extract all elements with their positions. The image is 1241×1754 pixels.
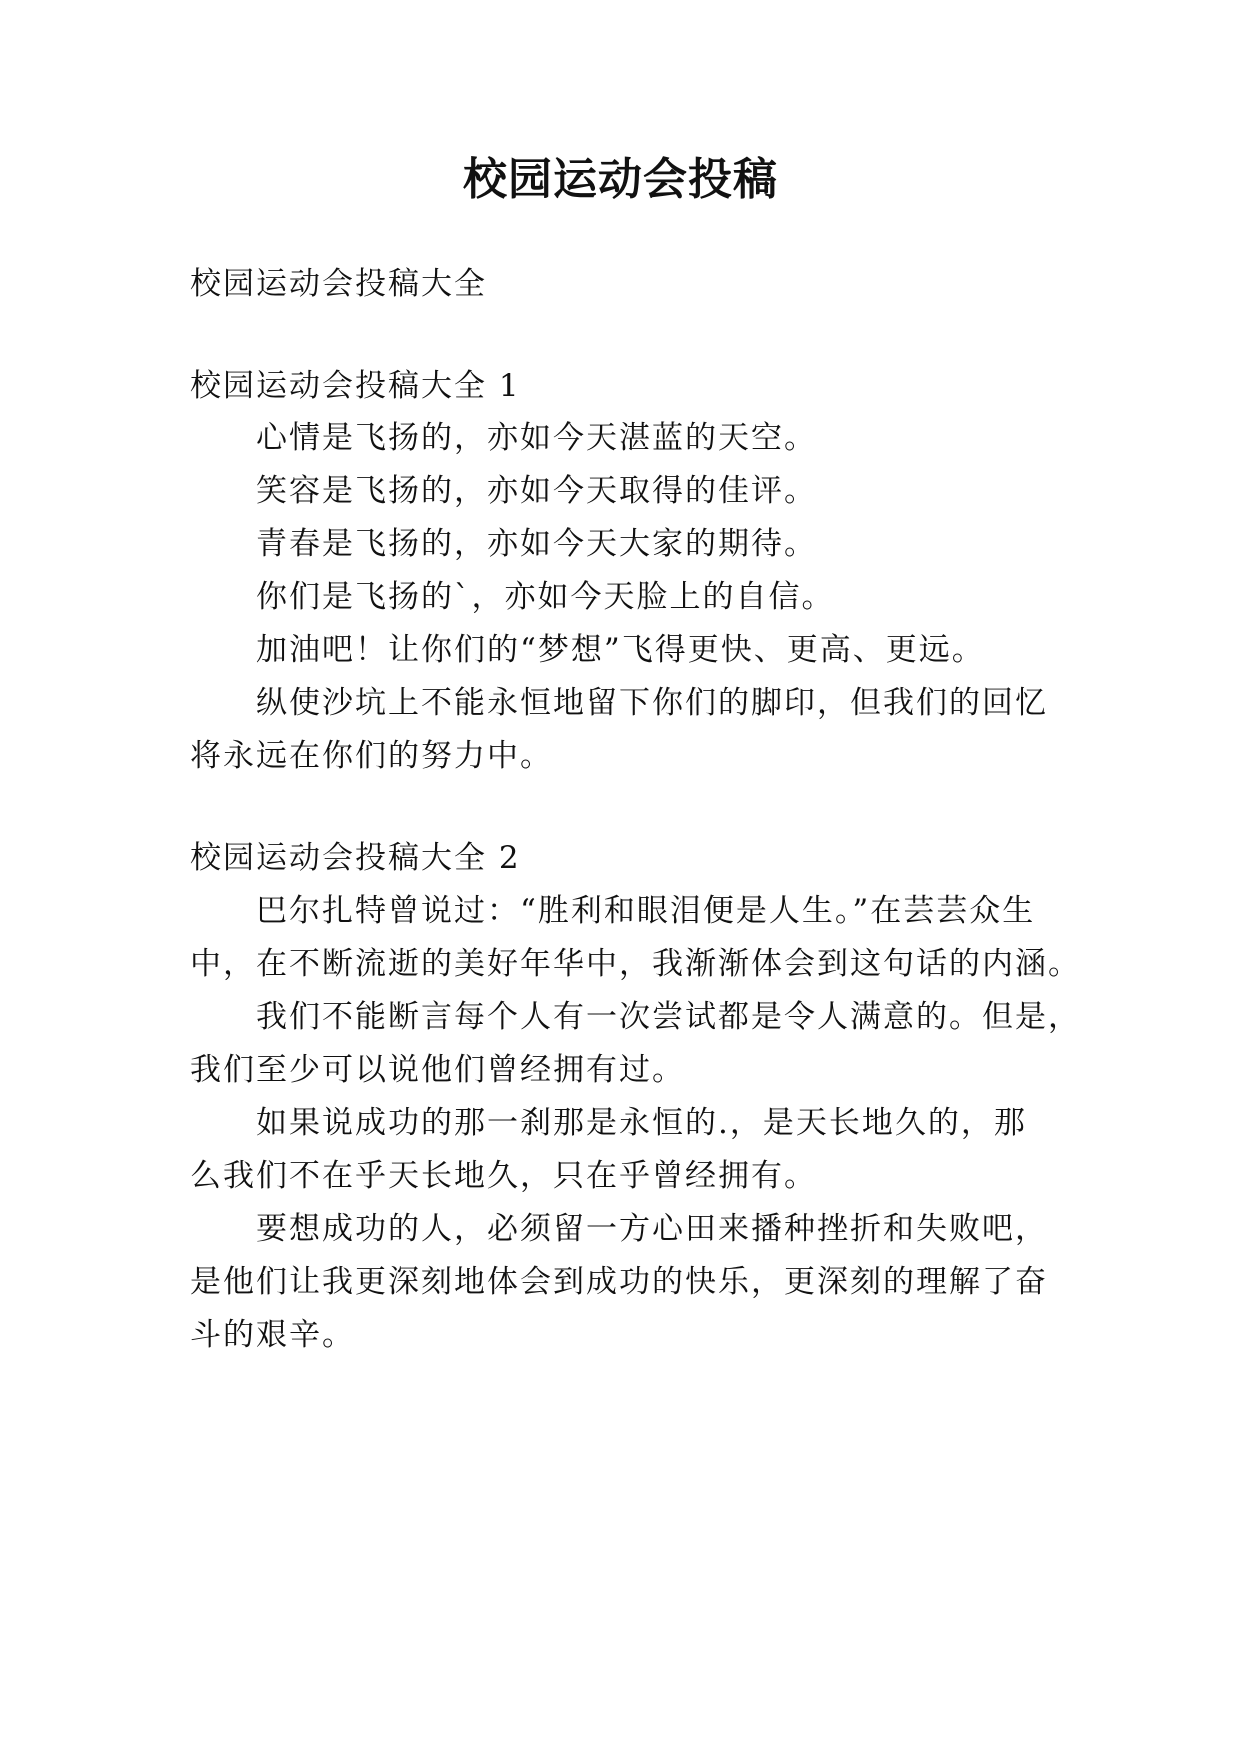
section-1-line: 将永远在你们的努力中。	[190, 738, 553, 774]
section-1-line: 笑容是飞扬的，亦如今天取得的佳评。	[256, 473, 817, 509]
document-title: 校园运动会投稿	[463, 154, 778, 205]
section-1-line: 青春是飞扬的，亦如今天大家的期待。	[256, 526, 817, 562]
section-2-line: 是他们让我更深刻地体会到成功的快乐，更深刻的理解了奋	[190, 1264, 1048, 1300]
section-2-line: 么我们不在乎天长地久，只在乎曾经拥有。	[190, 1158, 817, 1194]
section-2-line: 我们至少可以说他们曾经拥有过。	[190, 1052, 685, 1088]
section-2-line: 巴尔扎特曾说过：“胜利和眼泪便是人生。”在芸芸众生	[256, 893, 1036, 929]
section-1-line: 你们是飞扬的`，亦如今天脸上的自信。	[256, 579, 835, 615]
section-2-heading: 校园运动会投稿大全 2	[190, 840, 521, 876]
document-subtitle: 校园运动会投稿大全	[190, 266, 487, 302]
section-1-line: 加油吧！让你们的“梦想”飞得更快、更高、更远。	[256, 632, 985, 668]
section-2-line: 中，在不断流逝的美好年华中，我渐渐体会到这句话的内涵。	[190, 946, 1081, 982]
section-2-line: 如果说成功的那一刹那是永恒的.，是天长地久的，那	[256, 1105, 1027, 1141]
section-1-line: 心情是飞扬的，亦如今天湛蓝的天空。	[256, 420, 817, 456]
section-2-line: 要想成功的人，必须留一方心田来播种挫折和失败吧，	[256, 1211, 1048, 1247]
section-1-heading: 校园运动会投稿大全 1	[190, 368, 521, 404]
section-2-line: 斗的艰辛。	[190, 1317, 355, 1353]
section-1-line: 纵使沙坑上不能永恒地留下你们的脚印，但我们的回忆	[256, 685, 1048, 721]
section-2-line: 我们不能断言每个人有一次尝试都是令人满意的。但是，	[256, 999, 1081, 1035]
